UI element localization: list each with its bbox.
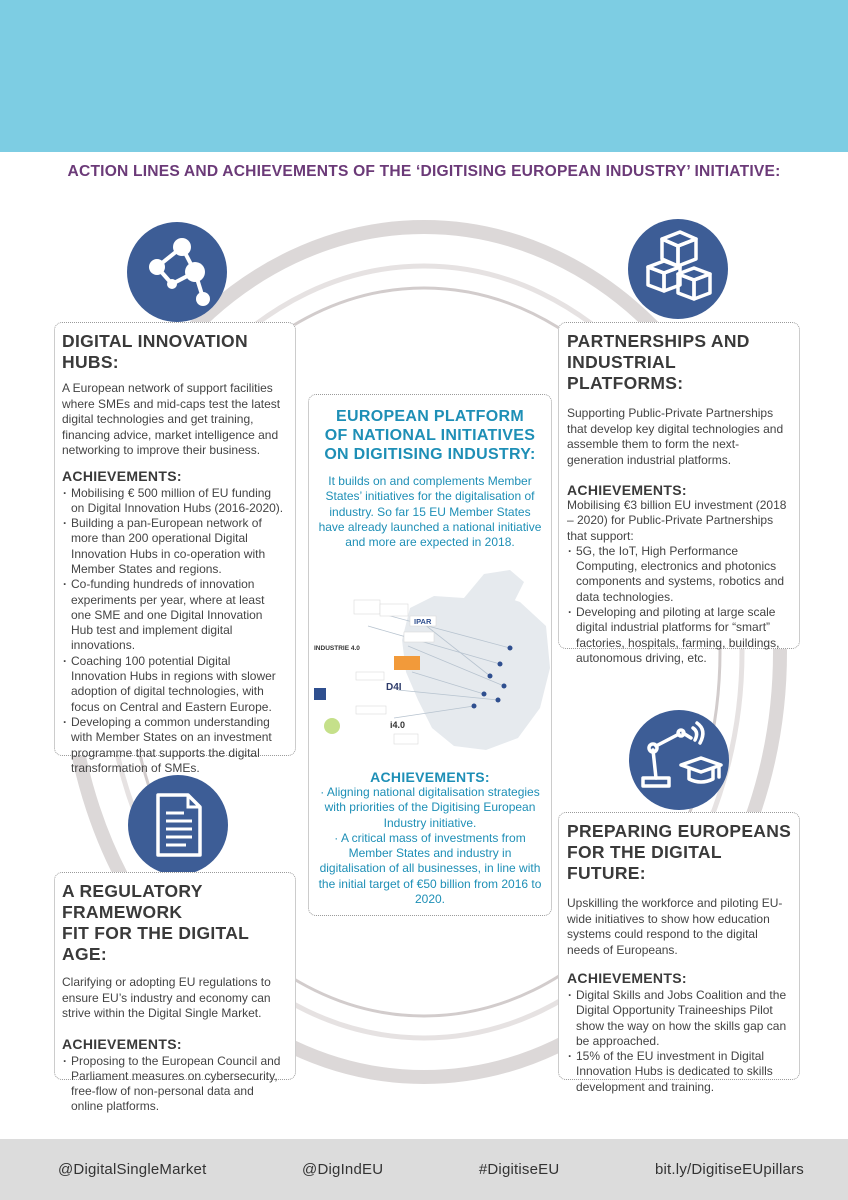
europeans-description: Upskilling the workforce and piloting EU- wide initiatives to show how education systems could respond to the digital needs of Europeans. — [567, 896, 783, 957]
footer-link-digitiseeu[interactable]: #DigitiseEU — [478, 1161, 560, 1178]
regulatory-description: Clarifying or adopting EU regulations to ensure EU’s industry and economy can strive within the Digital Single Market. — [62, 975, 271, 1020]
partnerships-achievements-title: ACHIEVEMENTS: — [567, 482, 687, 498]
europeans-title: PREPARING EUROPEANS FOR THE DIGITAL FUTURE: — [567, 821, 792, 883]
hubs-achievements-title: ACHIEVEMENTS: — [62, 467, 182, 484]
list-item: · Building a pan-European network of more than 200 operational Digital Innovation Hubs in co-operation with Member States and regions. — [62, 516, 285, 577]
partnerships-description: Supporting Public-Private Partnerships that develop key digital technologies and assemble them to form the next-generation industrial platforms. — [567, 406, 784, 467]
network-nodes-icon — [127, 222, 227, 322]
partnerships-title: PARTNERSHIPS AND INDUSTRIAL PLATFORMS: — [567, 331, 750, 393]
europe-map-illustration — [314, 568, 550, 754]
footer-link-pillars[interactable]: bit.ly/DigitiseEUpillars — [654, 1161, 804, 1178]
robot-arm-graduation-icon — [629, 710, 729, 810]
list-item: · Mobilising € 500 million of EU funding on Digital Innovation Hubs (2016-2020). — [62, 486, 285, 517]
partnerships-achievements-list — [567, 544, 793, 666]
partnerships-intro: Mobilising €3 billion EU investment (2018 – 2020) for Public-Private Partnerships that support: — [567, 498, 787, 543]
list-item: · Co-funding hundreds of innovation experiments per year, where at least one SME and one Digital Innovation Hub test and implement digital innovations. — [62, 577, 285, 653]
hubs-title: DIGITAL INNOVATION HUBS: — [62, 331, 248, 372]
list-item: · 5G, the IoT, High Performance Computing, electronics and photonics components and systems, robotics and data technologies. — [567, 544, 793, 605]
footer-bar — [0, 1139, 848, 1200]
hubs-description: A European network of support facilities where SMEs and mid-caps test the latest digital technologies and get training, financing advice, market intelligence and networking to improve their business. — [62, 381, 281, 457]
map-label-industrie: INDUSTRIE 4.0 — [314, 645, 360, 652]
regulatory-achievements-title: ACHIEVEMENTS: — [62, 1035, 182, 1052]
map-label-ipar: IPAR — [414, 617, 432, 626]
cubes-icon — [628, 219, 728, 319]
list-item: · Developing a common understanding with Member States on an investment programme that supports the digital transformation of SMEs. — [62, 715, 285, 776]
map-label-d4i: D4I — [386, 682, 402, 693]
europeans-achievements-list — [567, 988, 793, 1095]
regulatory-title: A REGULATORY FRAMEWORK FIT FOR THE DIGITAL AGE: — [62, 881, 249, 964]
list-item: · 15% of the EU investment in Digital Innovation Hubs is dedicated to skills development and training. — [567, 1049, 793, 1095]
hubs-achievements-list — [62, 486, 285, 777]
list-item: · Proposing to the European Council and Parliament measures on cybersecurity, free-flow of non-personal data and online platforms. — [62, 1054, 287, 1115]
partnerships-box — [558, 322, 800, 665]
platform-achievement-1: · Aligning national digitalisation strategies with priorities of the Digitising European Industry initiative. — [320, 785, 540, 830]
platform-achievements-title: ACHIEVEMENTS: — [370, 769, 490, 785]
platform-achievement-2: · A critical mass of investments from Member States and industry in digitalisation of all businesses, in line with the initial target of €50 billion from 2016 to 2020. — [318, 830, 542, 907]
digital-innovation-hubs-box — [54, 322, 296, 775]
list-item: · Developing and piloting at large scale digital industrial platforms for “smart” factories, hospitals, farming, buildings, autonomous driving, etc. — [567, 605, 793, 666]
footer-link-digindeu[interactable]: @DigIndEU — [302, 1161, 384, 1178]
regulatory-box — [54, 872, 296, 1114]
preparing-europeans-box — [558, 812, 800, 1094]
list-item: · Coaching 100 potential Digital Innovation Hubs in regions with slower adoption of digital technologies, with focus on Central and Eastern Europe. — [62, 654, 285, 715]
platform-description: It builds on and complements Member States’ initiatives for the digitalisation of industry. So far 15 EU Member States have already launched a national initiative and more are expected in 2018. — [318, 474, 542, 550]
platform-title: EUROPEAN PLATFORM OF NATIONAL INITIATIVES ON DIGITISING INDUSTRY: — [324, 408, 536, 463]
page-title: ACTION LINES AND ACHIEVEMENTS OF THE ‘DIGITISING EUROPEAN INDUSTRY’ INITIATIVE: — [67, 163, 781, 180]
regulatory-achievements-list — [62, 1054, 287, 1115]
map-label-i40: i4.0 — [390, 720, 406, 730]
footer-link-digitalsinglemarket[interactable]: @DigitalSingleMarket — [58, 1161, 207, 1178]
europeans-achievements-title: ACHIEVEMENTS: — [567, 970, 687, 986]
document-icon — [128, 775, 228, 875]
list-item: · Digital Skills and Jobs Coalition and the Digital Opportunity Traineeships Pilot show the way on how the skills gap can be approached. — [567, 988, 793, 1049]
